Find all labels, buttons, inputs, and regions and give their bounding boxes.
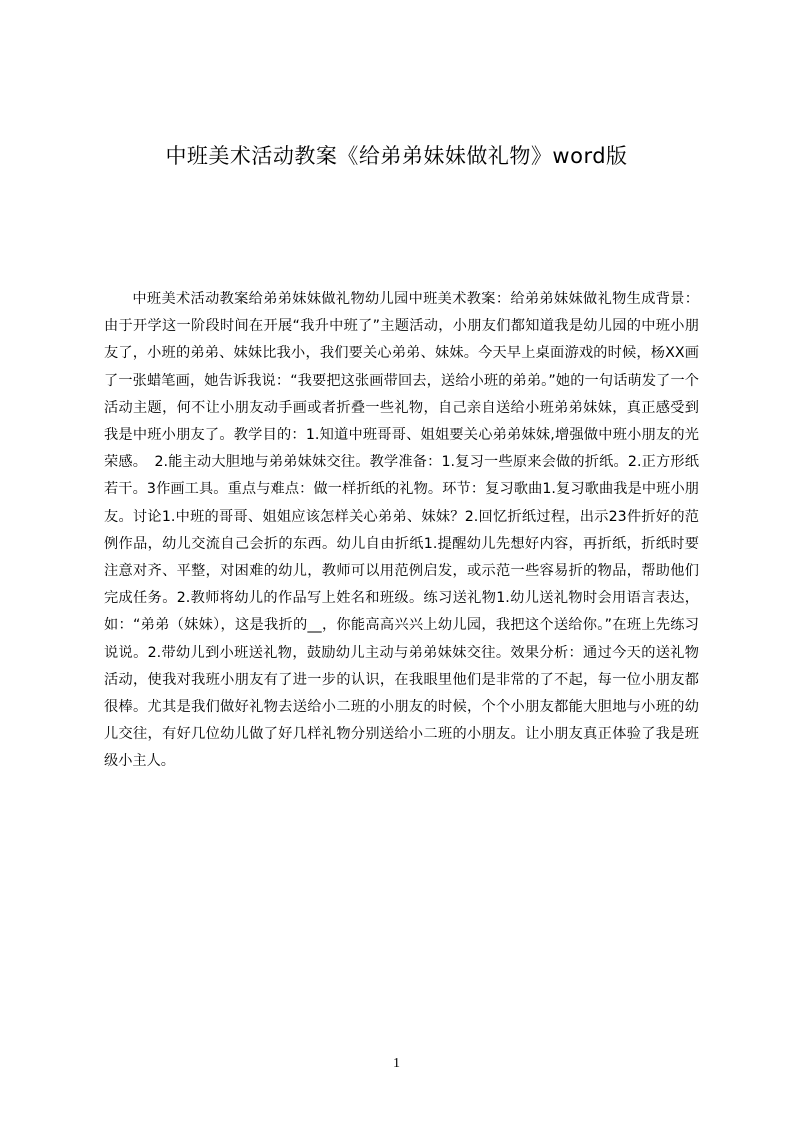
document-title: 中班美术活动教案《给弟弟妹妹做礼物》word版 — [165, 144, 628, 168]
document-body-paragraph: 中班美术活动教案给弟弟妹妹做礼物幼儿园中班美术教案：给弟弟妹妹做礼物生成背景：由于开学这一阶段时间在开展“我升中班了”主题活动，小朋友们都知道我是幼儿园的中班小朋友了，小班的弟弟、妹妹比我小，我们要关心弟弟、妹妹。今天早上桌面游戏的时候，杨XX画了一张蜡笔画，她告诉我说：“我要把这张画带回去，送给小班的弟弟。”她的一句话萌发了一个活动主题，何不让小朋友动手画或者折叠一些礼物，自己亲自送给小班弟弟妹妹，真正感受到我是中班小朋友了。教学目的：1.知道中班哥哥、姐姐要关心弟弟妹妹,增强做中班小朋友的光荣感。 2.能主动大胆地与弟弟妹妹交往。教学准备：1.复习一些原来会做的折纸。2.正方形纸若干。3作画工具。重点与难点：做一样折纸的礼物。环节：复习歌曲1.复习歌曲我是中班小朋友。讨论1.中班的哥哥、姐姐应该怎样关心弟弟、妹妹？2.回忆折纸过程，出示23件折好的范例作品，幼儿交流自己会折的东西。幼儿自由折纸1.提醒幼儿先想好内容，再折纸，折纸时要注意对齐、平整，对困难的幼儿，教师可以用范例启发，或示范一些容易折的物品，帮助他们完成任务。2.教师将幼儿的作品写上姓名和班级。练习送礼物1.幼儿送礼物时会用语言表达，如：“弟弟（妹妹），这是我折的__，你能高高兴兴上幼儿园，我把这个送给你。”在班上先练习说说。2.带幼儿到小班送礼物，鼓励幼儿主动与弟弟妹妹交往。效果分析：通过今天的送礼物活动，使我对我班小朋友有了进一步的认识，在我眼里他们是非常的了不起，每一位小朋友都很棒。尤其是我们做好礼物去送给小二班的小朋友的时候，个个小朋友都能大胆地与小班的幼儿交往，有好几位幼儿做了好几样礼物分别送给小二班的小朋友。让小朋友真正体验了我是班级小主人。 — [104, 291, 699, 770]
page-number: 1 — [393, 1056, 400, 1071]
